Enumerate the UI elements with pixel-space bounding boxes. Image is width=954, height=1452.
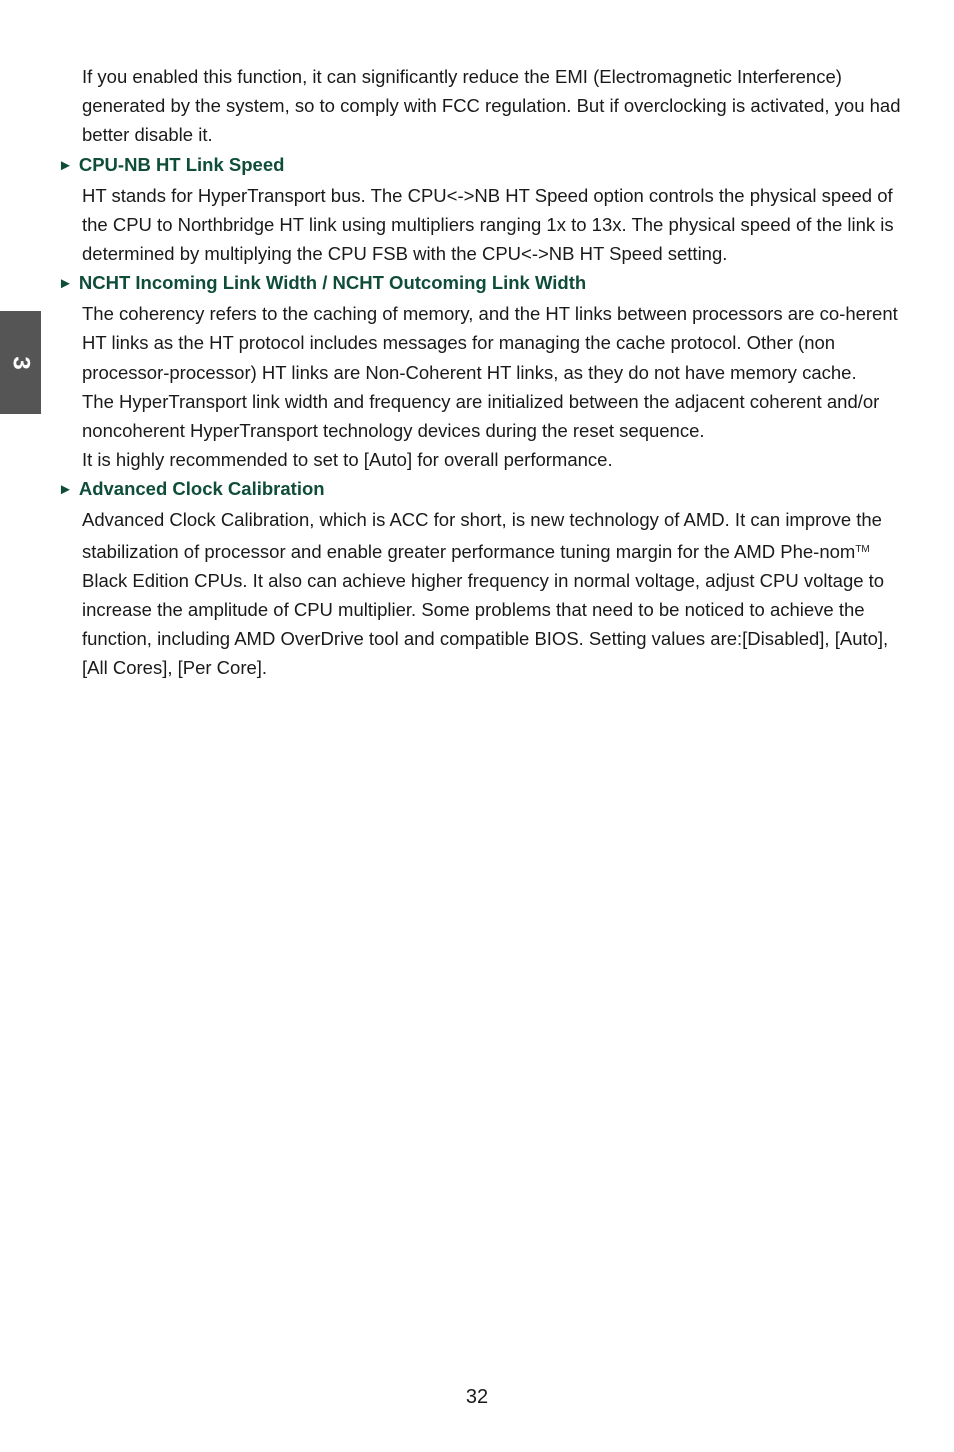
section-body: HT stands for HyperTransport bus. The CPU<->NB HT Speed option controls the physical speed of the CPU to Northbridge HT link using multipliers ranging 1x to 13x. The physical speed of the link is determined by multiplying the CPU FSB with the CPU<->NB HT Speed setting. [82,184,894,265]
intro-paragraph: If you enabled this function, it can significantly reduce the EMI (Electromagnetic Interference) generated by the system, so to comply with FCC regulation. But if overclocking is activated, you had better disable it. [82,66,901,146]
section-body: The HyperTransport link width and frequency are initialized between the adjacent coherent and/or noncoherent HyperTransport technology devices during the reset sequence. [82,390,880,442]
acc-body-part2: Black Edition CPUs. It also can achieve higher frequency in normal voltage, adjust CPU voltage to increase the amplitude of CPU multiplier. Some problems that need to be noticed to achieve the function, including AMD OverDrive tool and compatible BIOS. Setting values are:[Disabled], [Auto], [All Cores], [Per Core]. [82,569,889,679]
section-heading-cpu-nb [58,150,908,181]
triangle-bullet-icon: ► [58,275,73,293]
page-number: 32 [465,1386,489,1408]
section-heading-acc [58,474,908,505]
chapter-tab [0,311,41,414]
section-body [82,505,908,682]
trademark-mark: TM [855,543,870,555]
section-body: The coherency refers to the caching of memory, and the HT links between processors are co-herent HT links as the HT protocol includes messages for managing the cache protocol. Other (non processor-processor) HT links are Non-Coherent HT links, as they do not have memory cache. [82,303,898,383]
section-title: NCHT Incoming Link Width / NCHT Outcoming Link Width [78,272,587,294]
section-title: CPU-NB HT Link Speed [78,153,285,175]
section-body: It is highly recommended to set to [Auto] for overall performance. [82,449,613,471]
section-heading-ncht [58,268,908,299]
triangle-bullet-icon: ► [58,481,73,499]
acc-body-part1: Advanced Clock Calibration, which is ACC for short, is new technology of AMD. It can improve the stabilization of processor and enable greater performance tuning margin for the AMD Phe-nom [82,509,882,562]
page-content [58,62,908,683]
chapter-number: 3 [7,355,35,370]
section-title: Advanced Clock Calibration [78,478,325,500]
triangle-bullet-icon: ► [58,156,73,174]
